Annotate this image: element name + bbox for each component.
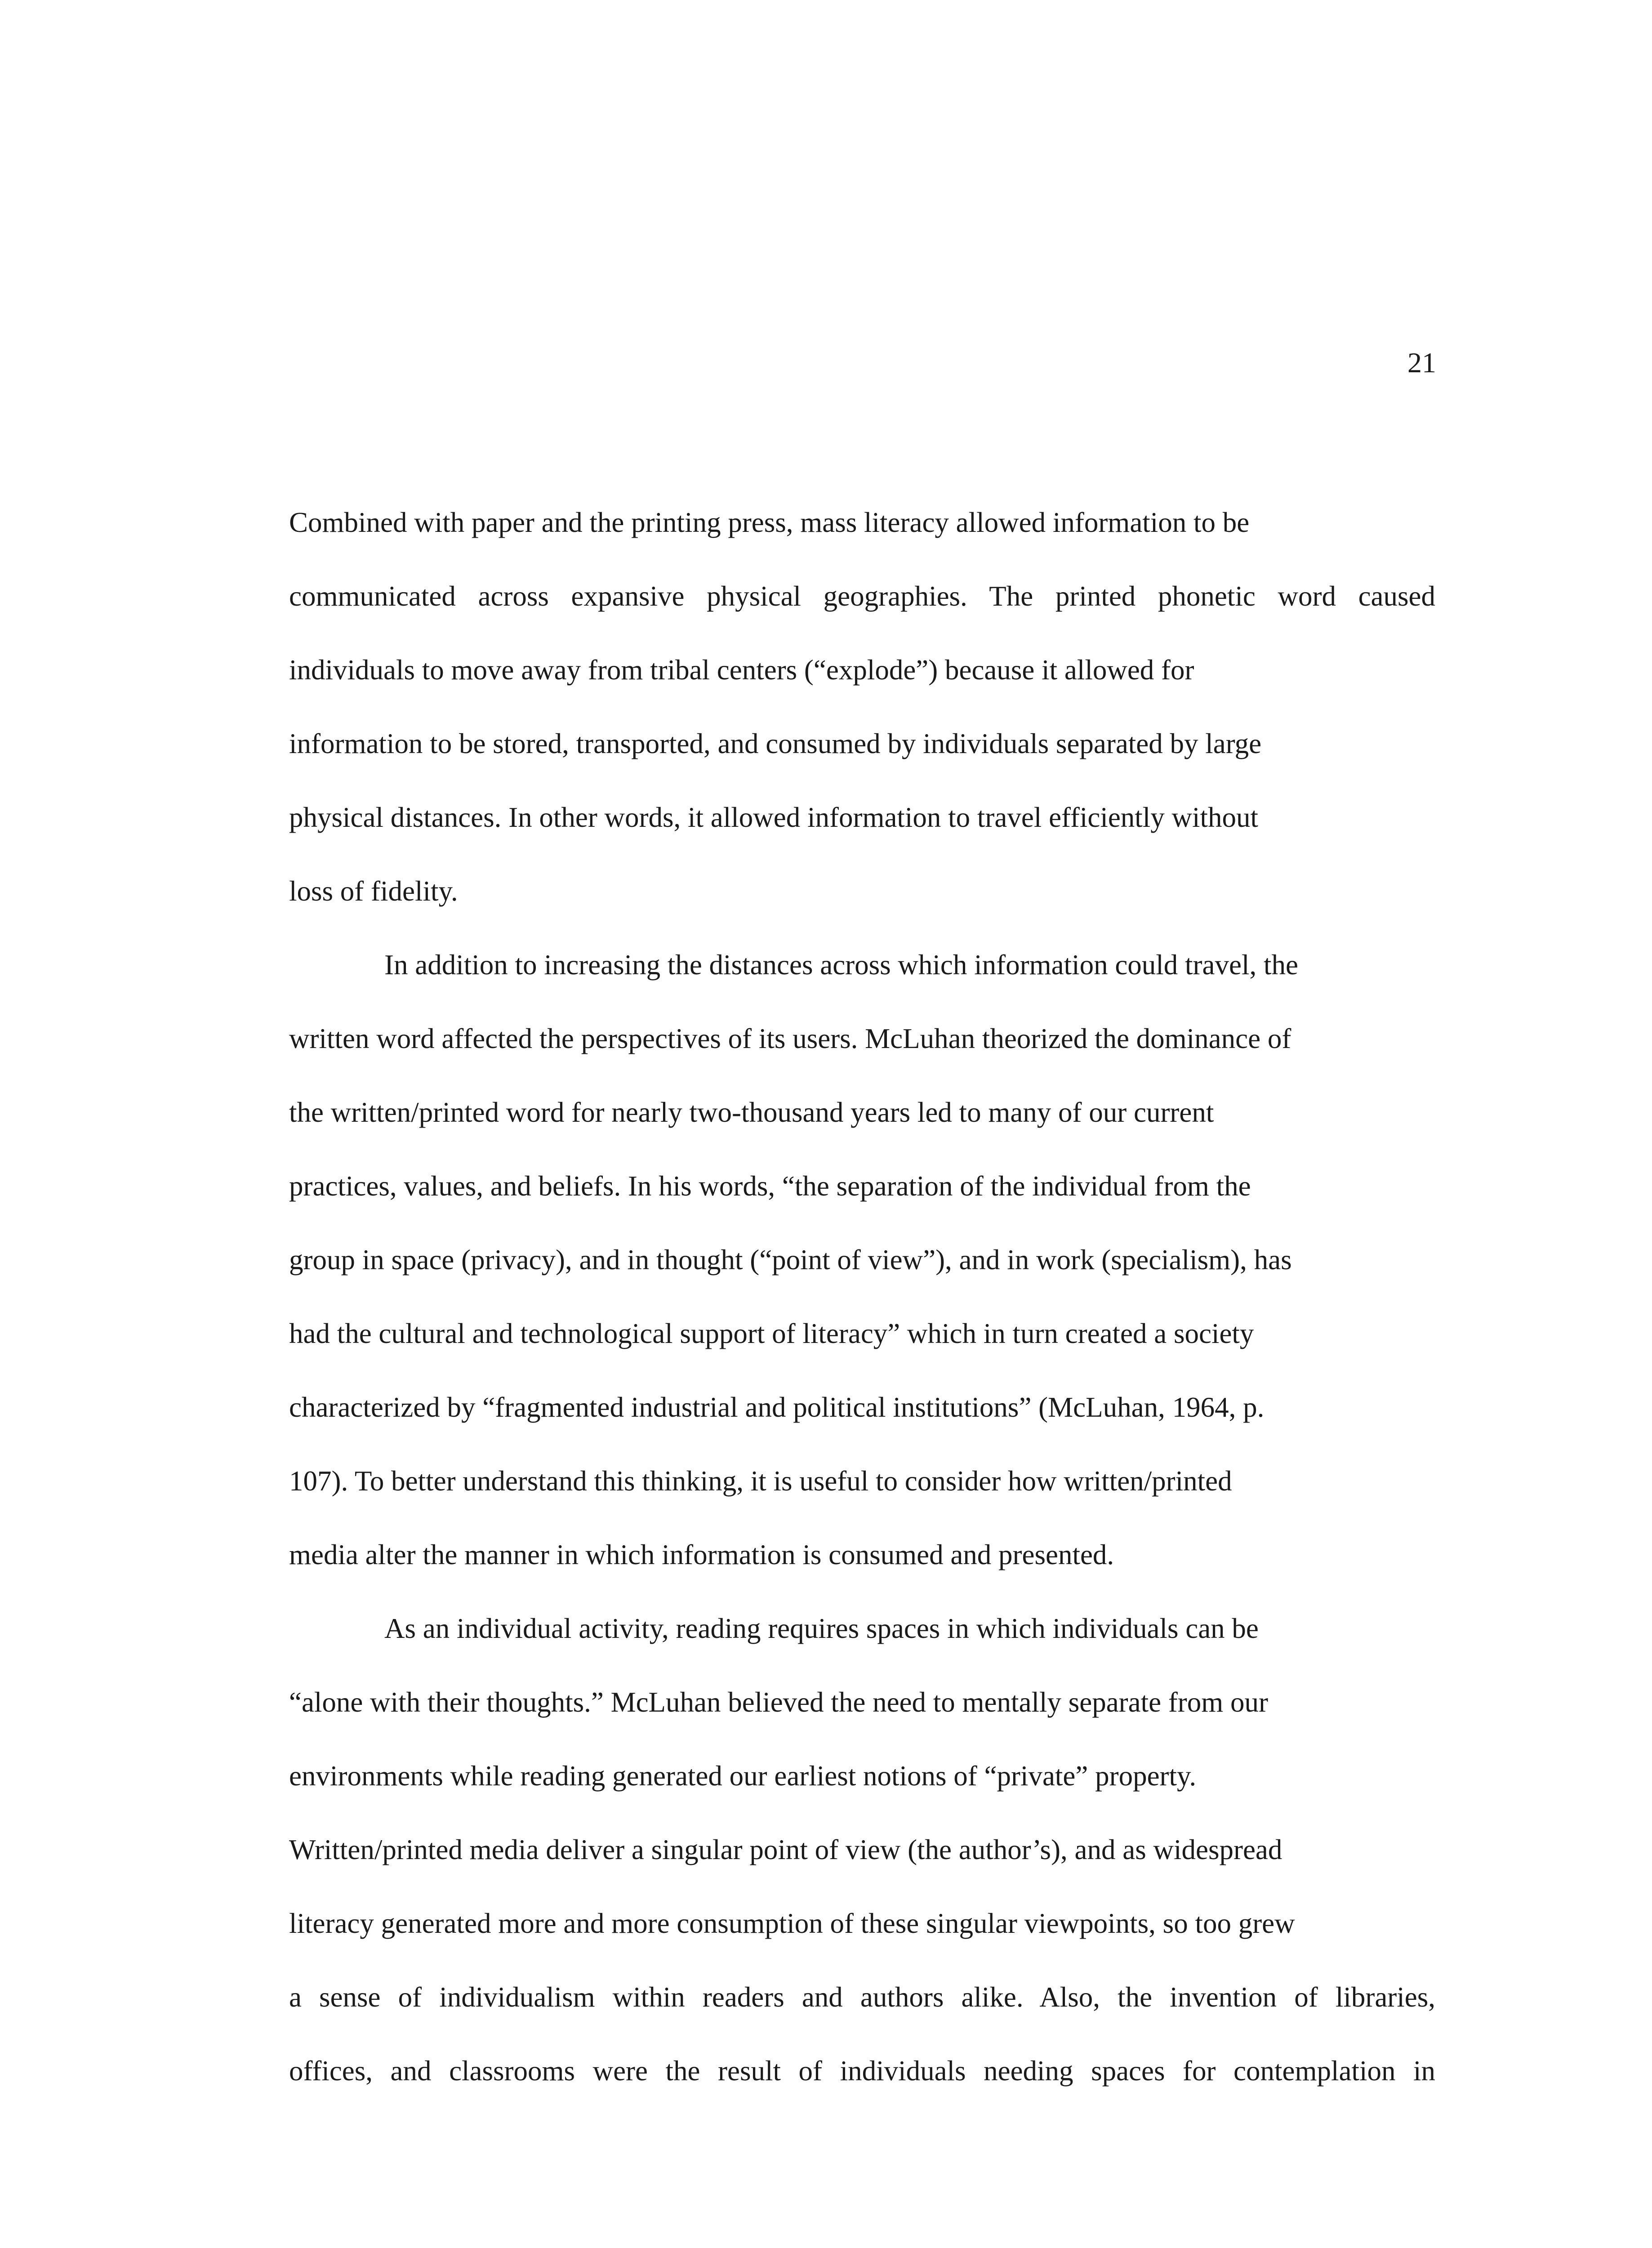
text-line: literacy generated more and more consumption of these singular viewpoints, so too grew <box>289 1908 1295 1939</box>
paragraph-first-line: As an individual activity, reading requires spaces in which individuals can be <box>384 1613 1259 1644</box>
text-line: physical distances. In other words, it allowed information to travel efficiently without <box>289 802 1259 833</box>
text-line: individuals to move away from tribal centers (“explode”) because it allowed for <box>289 654 1194 686</box>
text-line: information to be stored, transported, and consumed by individuals separated by large <box>289 728 1262 759</box>
text-line: communicated across expansive physical geographies. The printed phonetic word caused <box>289 580 1435 612</box>
text-line: media alter the manner in which information is consumed and presented. <box>289 1539 1114 1570</box>
text-line: group in space (privacy), and in thought (“point of view”), and in work (specialism), has <box>289 1244 1292 1276</box>
text-line: loss of fidelity. <box>289 875 458 907</box>
text-line: offices, and classrooms were the result of individuals needing spaces for contemplation in <box>289 2055 1435 2087</box>
paragraph-first-line: In addition to increasing the distances across which information could travel, the <box>384 949 1298 981</box>
text-line: Combined with paper and the printing press, mass literacy allowed information to be <box>289 507 1250 538</box>
text-line: practices, values, and beliefs. In his words, “the separation of the individual from the <box>289 1170 1251 1202</box>
page-number: 21 <box>1407 347 1436 379</box>
body-text <box>289 486 1435 2108</box>
text-line: the written/printed word for nearly two-thousand years led to many of our current <box>289 1097 1214 1128</box>
text-line: characterized by “fragmented industrial and political institutions” (McLuhan, 1964, p. <box>289 1392 1265 1423</box>
text-line: a sense of individualism within readers and authors alike. Also, the invention of libraries, <box>289 1981 1435 2013</box>
text-line: 107). To better understand this thinking, it is useful to consider how written/printed <box>289 1465 1232 1497</box>
text-line: Written/printed media deliver a singular point of view (the author’s), and as widespread <box>289 1834 1282 1865</box>
text-line: had the cultural and technological support of literacy” which in turn created a society <box>289 1318 1254 1349</box>
text-line: written word affected the perspectives of its users. McLuhan theorized the dominance of <box>289 1023 1291 1054</box>
text-line: environments while reading generated our earliest notions of “private” property. <box>289 1760 1197 1792</box>
text-line: “alone with their thoughts.” McLuhan believed the need to mentally separate from our <box>289 1686 1269 1718</box>
